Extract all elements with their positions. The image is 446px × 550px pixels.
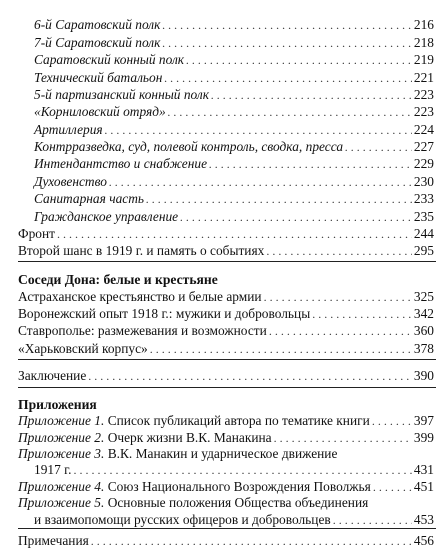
toc-entry-page: 295 bbox=[413, 243, 434, 259]
toc-entry-title: Фронт bbox=[18, 225, 55, 241]
toc-entry-page: 431 bbox=[413, 462, 434, 478]
toc-entry-title: «Корниловский отряд» bbox=[34, 104, 166, 120]
toc-entry[interactable] bbox=[34, 461, 434, 478]
toc-entry[interactable] bbox=[18, 305, 434, 322]
appendix-label: Приложение 5. bbox=[18, 495, 105, 511]
section-heading: Соседи Дона: белые и крестьяне bbox=[18, 272, 218, 288]
toc-entry[interactable] bbox=[18, 242, 434, 259]
toc-entry-page: 451 bbox=[413, 478, 434, 494]
toc-entry[interactable] bbox=[18, 367, 434, 384]
toc-entry-page: 390 bbox=[413, 367, 434, 383]
toc-entry-title: Очерк жизни В.К. Манакина bbox=[107, 429, 272, 445]
toc-entry[interactable] bbox=[34, 173, 434, 190]
toc-entry[interactable] bbox=[34, 34, 434, 51]
toc-entry[interactable] bbox=[34, 208, 434, 225]
toc-entry[interactable] bbox=[34, 511, 434, 528]
dot-leader bbox=[162, 37, 411, 49]
dot-leader bbox=[345, 141, 412, 153]
toc-entry[interactable] bbox=[34, 16, 434, 33]
toc-entry-page: 244 bbox=[413, 225, 434, 241]
toc-entry[interactable] bbox=[18, 429, 434, 446]
dot-leader bbox=[162, 19, 411, 31]
dot-leader bbox=[105, 124, 412, 136]
toc-entry-title-cont: 1917 г. bbox=[34, 462, 72, 478]
appendix-label: Приложение 1. bbox=[18, 413, 105, 429]
dot-leader bbox=[211, 89, 412, 101]
dot-leader bbox=[91, 535, 412, 547]
dot-leader bbox=[146, 193, 412, 205]
toc-entry-page: 230 bbox=[413, 173, 434, 189]
dot-leader bbox=[186, 54, 412, 66]
toc-entry-title: Воронежский опыт 1918 г.: мужики и добровольцы bbox=[18, 305, 311, 321]
toc-entry-page: 229 bbox=[413, 156, 434, 172]
toc-entry[interactable] bbox=[34, 51, 434, 68]
toc-entry-title: «Харьковский корпус» bbox=[18, 340, 148, 356]
toc-entry-page: 223 bbox=[413, 86, 434, 102]
dot-leader bbox=[372, 415, 412, 427]
dot-leader bbox=[266, 245, 412, 257]
toc-entry-title: Список публикаций автора по тематике книги bbox=[107, 413, 370, 429]
toc-entry-title: Гражданское управление bbox=[34, 208, 179, 224]
toc-entry-title: Духовенство bbox=[34, 173, 107, 189]
toc-entry-page: 233 bbox=[413, 191, 434, 207]
dot-leader bbox=[88, 370, 412, 382]
toc-entry-title: Санитарная часть bbox=[34, 191, 144, 207]
toc-entry-page: 325 bbox=[413, 288, 434, 304]
toc-entry-page: 219 bbox=[413, 52, 434, 68]
toc-entry[interactable] bbox=[18, 340, 434, 357]
toc-entry-page: 227 bbox=[413, 139, 434, 154]
toc-entry-page: 235 bbox=[413, 208, 434, 224]
toc-entry-first-line[interactable] bbox=[18, 494, 368, 511]
section-divider bbox=[18, 528, 436, 529]
toc-entry-title-cont: и взаимопомощи русских офицеров и добровольцев bbox=[34, 511, 331, 527]
section-divider bbox=[18, 359, 436, 360]
appendix-label: Приложение 2. bbox=[18, 429, 105, 445]
toc-entry-title: Интендантство и снабжение bbox=[34, 156, 208, 172]
toc-entry-title: Контрразведка, суд, полевой контроль, сводка, пресса bbox=[34, 139, 344, 154]
dot-leader bbox=[180, 211, 412, 223]
toc-entry[interactable] bbox=[18, 532, 434, 549]
toc-entry[interactable] bbox=[34, 138, 434, 155]
toc-entry[interactable] bbox=[34, 190, 434, 207]
toc-entry-page: 223 bbox=[413, 104, 434, 120]
appendix-label: Приложение 4. bbox=[18, 478, 105, 494]
dot-leader bbox=[57, 228, 412, 240]
toc-entry-page: 456 bbox=[413, 533, 434, 548]
dot-leader bbox=[274, 432, 412, 444]
toc-entry-title: 5-й партизанский конный полк bbox=[34, 86, 209, 102]
toc-entry-title: В.К. Манакин и ударническое движение bbox=[107, 445, 338, 461]
dot-leader bbox=[373, 481, 412, 493]
toc-entry[interactable] bbox=[34, 69, 434, 86]
toc-entry-page: 342 bbox=[413, 305, 434, 321]
toc-entry-page: 221 bbox=[413, 69, 434, 85]
dot-leader bbox=[73, 464, 411, 476]
toc-entry[interactable] bbox=[18, 288, 434, 305]
section-divider bbox=[18, 387, 436, 388]
toc-entry-title: Основные положения Общества объединения bbox=[107, 495, 369, 511]
toc-entry-title: Заключение bbox=[18, 367, 87, 383]
toc-entry-title: Артиллерия bbox=[34, 121, 103, 137]
toc-entry-page: 397 bbox=[413, 413, 434, 429]
toc-entry-title: Союз Национального Возрождения Поволжья bbox=[107, 478, 371, 494]
dot-leader bbox=[150, 343, 412, 355]
toc-entry-title: Второй шанс в 1919 г. и память о событиях bbox=[18, 243, 265, 259]
toc-entry-title: Саратовский конный полк bbox=[34, 52, 185, 68]
toc-entry-page: 216 bbox=[413, 17, 434, 33]
toc-entry-page: 360 bbox=[413, 323, 434, 339]
toc-entry-title: 7-й Саратовский полк bbox=[34, 34, 161, 50]
toc-entry[interactable] bbox=[34, 86, 434, 103]
toc-entry-title: Технический батальон bbox=[34, 69, 163, 85]
toc-entry[interactable] bbox=[18, 478, 434, 495]
toc-entry-title: Ставрополье: размежевания и возможности bbox=[18, 323, 267, 339]
toc-entry[interactable] bbox=[34, 103, 434, 120]
toc-entry-page: 399 bbox=[413, 429, 434, 445]
dot-leader bbox=[269, 325, 412, 337]
toc-entry-page: 224 bbox=[413, 121, 434, 137]
toc-entry-title: Астраханское крестьянство и белые армии bbox=[18, 288, 262, 304]
section-divider bbox=[18, 261, 436, 262]
toc-entry[interactable] bbox=[18, 412, 434, 429]
toc-entry-first-line[interactable] bbox=[18, 445, 337, 462]
dot-leader bbox=[109, 176, 412, 188]
appendix-label: Приложение 3. bbox=[18, 445, 105, 461]
dot-leader bbox=[333, 514, 412, 526]
toc-entry-page: 218 bbox=[413, 34, 434, 50]
toc-entry[interactable] bbox=[18, 322, 434, 339]
toc-entry[interactable] bbox=[18, 225, 434, 242]
toc-entry-page: 378 bbox=[413, 340, 434, 356]
dot-leader bbox=[264, 291, 412, 303]
dot-leader bbox=[164, 72, 412, 84]
dot-leader bbox=[209, 158, 412, 170]
dot-leader bbox=[312, 308, 412, 320]
toc-entry-title: Примечания bbox=[18, 533, 89, 548]
section-heading: Приложения bbox=[18, 396, 97, 412]
toc-entry-page: 453 bbox=[413, 511, 434, 527]
toc-entry-title: 6-й Саратовский полк bbox=[34, 17, 161, 33]
dot-leader bbox=[168, 106, 412, 118]
toc-entry[interactable] bbox=[34, 121, 434, 138]
toc-entry[interactable] bbox=[34, 155, 434, 172]
